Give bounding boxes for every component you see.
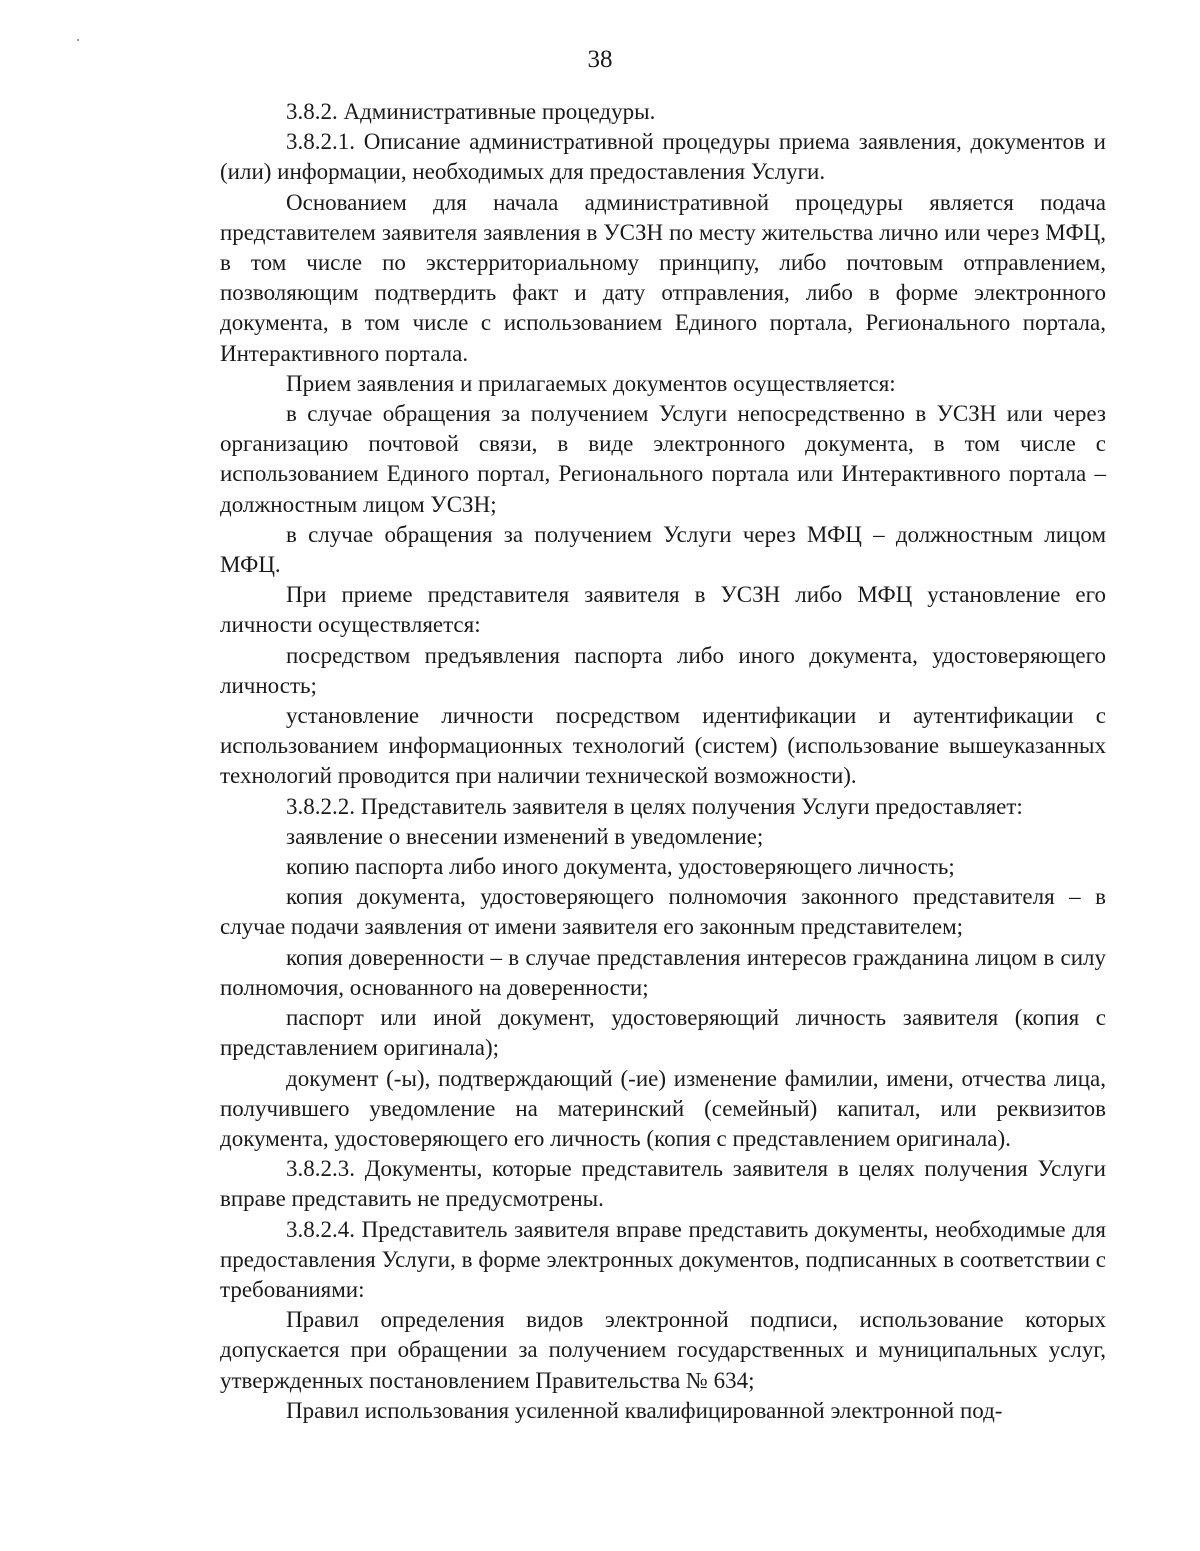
paragraph: Прием заявления и прилагаемых документов осуществляется: [286, 370, 896, 396]
paragraph: копию паспорта либо иного документа, удостоверяющего личность; [286, 854, 955, 880]
paragraph: копия документа, удостоверяющего полномочия законного представителя – в случае подачи заявления от имени заявителя его законным представителем; [220, 884, 1106, 940]
scan-speck [77, 39, 79, 41]
paragraph: 3.8.2.3. Документы, которые представитель заявителя в целях получения Услуги вправе представить не предусмотрены. [220, 1156, 1106, 1212]
paragraph: в случае обращения за получением Услуги через МФЦ – должностным лицом МФЦ. [220, 521, 1106, 578]
document-body [220, 97, 1106, 1426]
page-number: 38 [587, 46, 613, 73]
paragraph: 3.8.2.4. Представитель заявителя вправе представить документы, необходимые для предоставления Услуги, в форме электронных документов, подписанных в соответствии с требованиями: [220, 1216, 1106, 1302]
paragraph: При приеме представителя заявителя в УСЗН либо МФЦ установление его личности осуществляется: [220, 582, 1106, 638]
paragraph: паспорт или иной документ, удостоверяющий личность заявителя (копия с представлением оригинала); [220, 1005, 1106, 1061]
paragraph: в случае обращения за получением Услуги непосредственно в УСЗН или через организацию почтовой связи, в виде электронного документа, в том числе с использованием Единого портал, Регионального портала или Интерактивного портала – должностным лицом УСЗН; [220, 401, 1106, 517]
paragraph: посредством предъявления паспорта либо иного документа, удостоверяющего личность; [220, 642, 1106, 698]
paragraph: Основанием для начала административной процедуры является подача представителем заявителя заявления в УСЗН по месту жительства лично или через МФЦ, в том числе по экстерриториальному принципу, либо почтовым отправлением, позволяющим подтвердить факт и дату отправления, либо в форме электронного документа, в том числе с использованием Единого портала, Регионального портала, Интерактивного портала. [220, 189, 1106, 366]
paragraph: Правил определения видов электронной подписи, использование которых допускается при обращении за получением государственных и муниципальных услуг, утвержденных постановлением Правительства № 634; [220, 1307, 1106, 1393]
paragraph: документ (-ы), подтверждающий (-ие) изменение фамилии, имени, отчества лица, получившего уведомление на материнский (семейный) капитал, или реквизитов документа, удостоверяющего его личность (копия с представлением оригинала). [220, 1065, 1106, 1151]
paragraph: 3.8.2. Административные процедуры. [286, 99, 656, 124]
paragraph: заявление о внесении изменений в уведомление; [286, 823, 764, 849]
paragraph: копия доверенности – в случае представления интересов гражданина лицом в силу полномочия, основанного на доверенности; [220, 944, 1106, 1000]
paragraph: установление личности посредством идентификации и аутентификации с использованием информационных технологий (систем) (использование вышеуказанных технологий проводится при наличии технической возможности). [220, 703, 1106, 789]
paragraph: 3.8.2.1. Описание административной процедуры приема заявления, документов и (или) информации, необходимых для предоставления Услуги. [220, 129, 1106, 185]
paragraph: 3.8.2.2. Представитель заявителя в целях получения Услуги предоставляет: [286, 793, 1023, 819]
paragraph: Правил использования усиленной квалифицированной электронной под- [286, 1397, 1003, 1423]
